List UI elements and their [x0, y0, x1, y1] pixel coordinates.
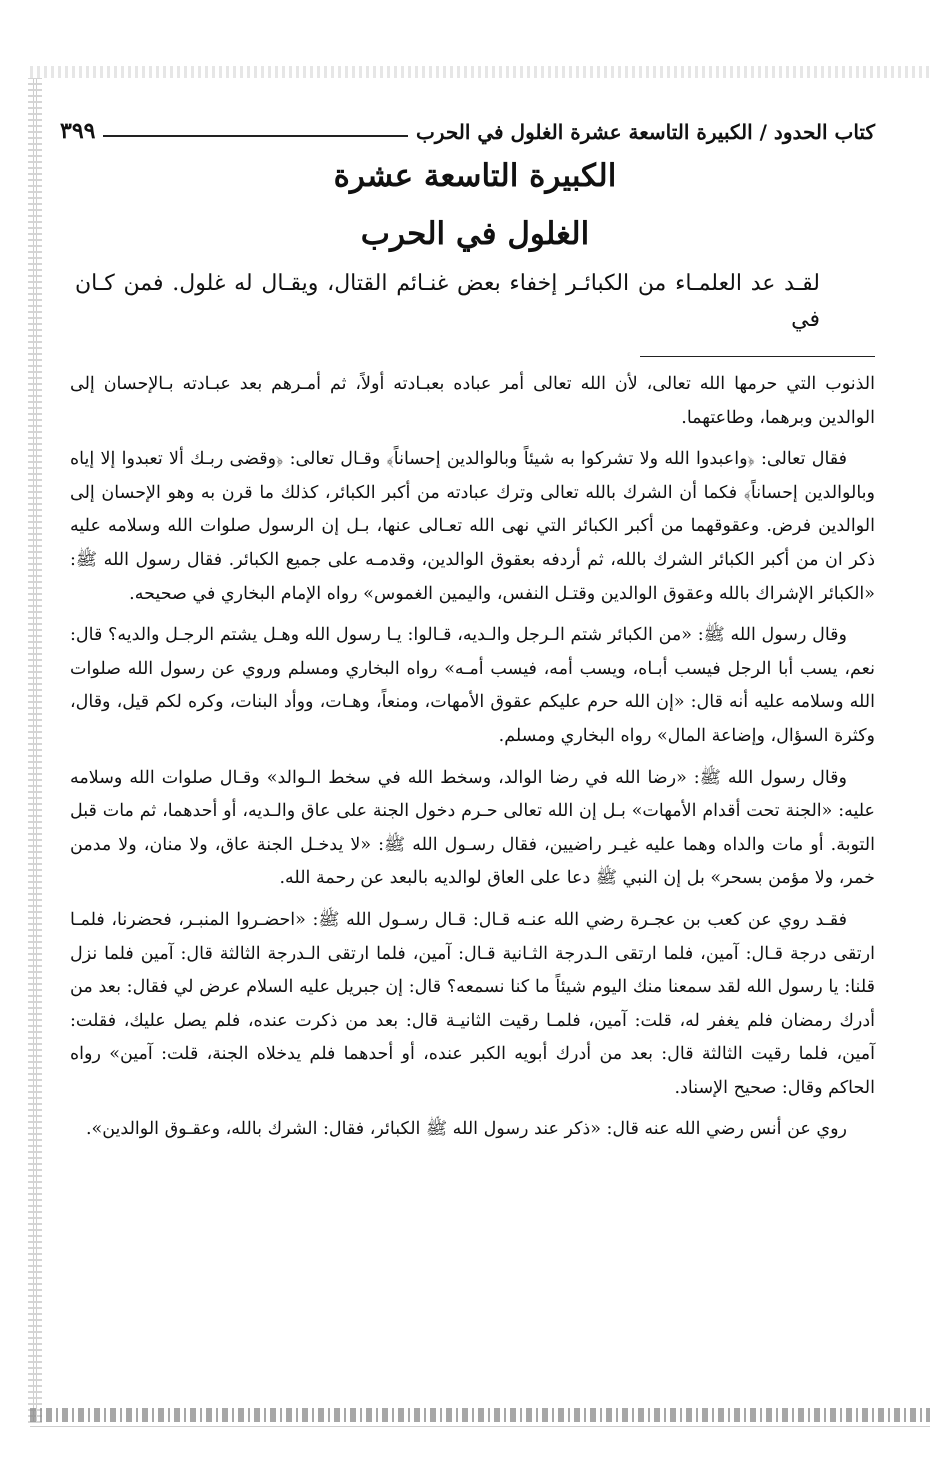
running-header [60, 108, 875, 144]
header-rule [103, 135, 408, 137]
footnote-paragraph: وقال رسول الله ﷺ: «من الكبائر شتم الـرجل والـديه، قـالوا: يـا رسول الله وهـل يشتم الرجـل والديه؟ قال: نعم، يسب أبا الرجل فيسب أبـاه، ويسب أمه، فيسب أمـه» رواه البخاري ومسلم وروي عن رسول الله صلوات الله وسلامه عليه أنه قال: «إن الله حرم عليكم عقوق الأمهات، ومنعاً، وهـات، ووأد البنات، وكره لكم قيل، وقال، وكثرة السؤال، وإضاعة المال» رواه البخاري ومسلم. [70, 625, 875, 746]
footnote-paragraph: فقال تعالى: ﴿واعبدوا الله ولا تشركوا به شيئاً وبالوالدين إحساناً﴾ وقـال تعالى: ﴿وقضى ربـك ألا تعبدوا إلا إياه وبالوالدين إحساناً﴾ فكما أن الشرك بالله تعالى وترك عبادته من أكبر الكبائر، كذلك ما قرن به وهو الإحسان إلى الوالدين فرض. وعقوقهما من أكبر الكبائر التي نهى الله تعـالى عنها، بـل إن الرسول صلوات الله وسلامه عليه ذكر ان من أكبر الكبائر الشرك بالله، ثم أردفه بعقوق الوالدين، وقدمـه على جميع الكبائر. فقال رسول الله ﷺ: «الكبائر الإشراك بالله وعقوق الوالدين وقتـل النفس، واليمين الغموس» رواه الإمام البخاري في صحيحه. [70, 449, 875, 604]
page-border-left [28, 78, 42, 1423]
footnote-paragraph: روي عن أنس رضي الله عنه قال: «ذكر عند رسول الله ﷺ الكبائر، فقال: الشرك بالله، وعقـوق الوالدين». [85, 1119, 847, 1140]
chapter-title-line2: الغلول في الحرب [360, 216, 590, 252]
footnote-paragraph: الذنوب التي حرمها الله تعالى، لأن الله تعالى أمر عباده بعبـادته أولاً، ثم أمـرهم بعد عبـادته بـالإحسان إلى الوالدين وبرهما، وطاعتهما. [70, 374, 875, 428]
footnote-separator [640, 356, 875, 357]
running-header-title: كتاب الحدود / الكبيرة التاسعة عشرة الغلول في الحرب [415, 120, 875, 144]
chapter-intro-text: لقـد عد العلمـاء من الكبائـر إخفاء بعض غنـائم القتال، ويقـال له غلول. فمن كـان في [75, 271, 820, 332]
page-border-bottom [30, 1408, 930, 1422]
footnote-body [70, 368, 875, 1155]
page-border-top [30, 66, 930, 78]
footnote-paragraph: فقـد روي عن كعب بن عجـرة رضي الله عنـه قـال: قـال رسـول الله ﷺ: «احضـروا المنبـر، فحضرنا، فلمـا ارتقى درجة قـال: آمين، فلما ارتقى الـدرجة الثـانية قـال: آمين، فلما ارتقى الـدرجة الثالثة قال: آمين فلما نزل قلنا: يا رسول الله لقد سمعنا منك اليوم شيئاً ما كنا نسمعه؟ قال: إن جبريل عليه السلام عرض لي فقال: بعد من أدرك رمضان فلم يغفر له، قلت: آمين، فلمـا رقيت الثانيـة قال: بعد من ذكرت عنده، فلم يصل عليك، فقلت: آمين، فلما رقيت الثالثة قال: بعد من أدرك أبويه الكبر عنده، أو أحدهما فلم يدخلاه الجنة، قلت: آمين» رواه الحاكم وقال: صحيح الإسناد. [70, 909, 875, 1098]
footnote-paragraph: وقال رسول الله ﷺ: «رضا الله في رضا الوالد، وسخط الله في سخط الـوالد» وقـال صلوات الله وسلامه عليه: «الجنة تحت أقدام الأمهات» بـل إن الله تعالى حـرم دخول الجنة على عاق والـديه، أو أحدهما، ثم مات قبل التوبة. أو مات والداه وهما عليه غيـر راضيين، فقال رسـول الله ﷺ: «لا يدخـل الجنة عاق، ولا منان، ولا مدمن خمر، ولا مؤمن بسحر» بل إن النبي ﷺ دعا على العاق لوالديه بالبعد عن رحمة الله. [70, 767, 875, 889]
page-number: ٣٩٩ [60, 118, 96, 144]
chapter-title-line1: الكبيرة التاسعة عشرة [333, 158, 617, 194]
